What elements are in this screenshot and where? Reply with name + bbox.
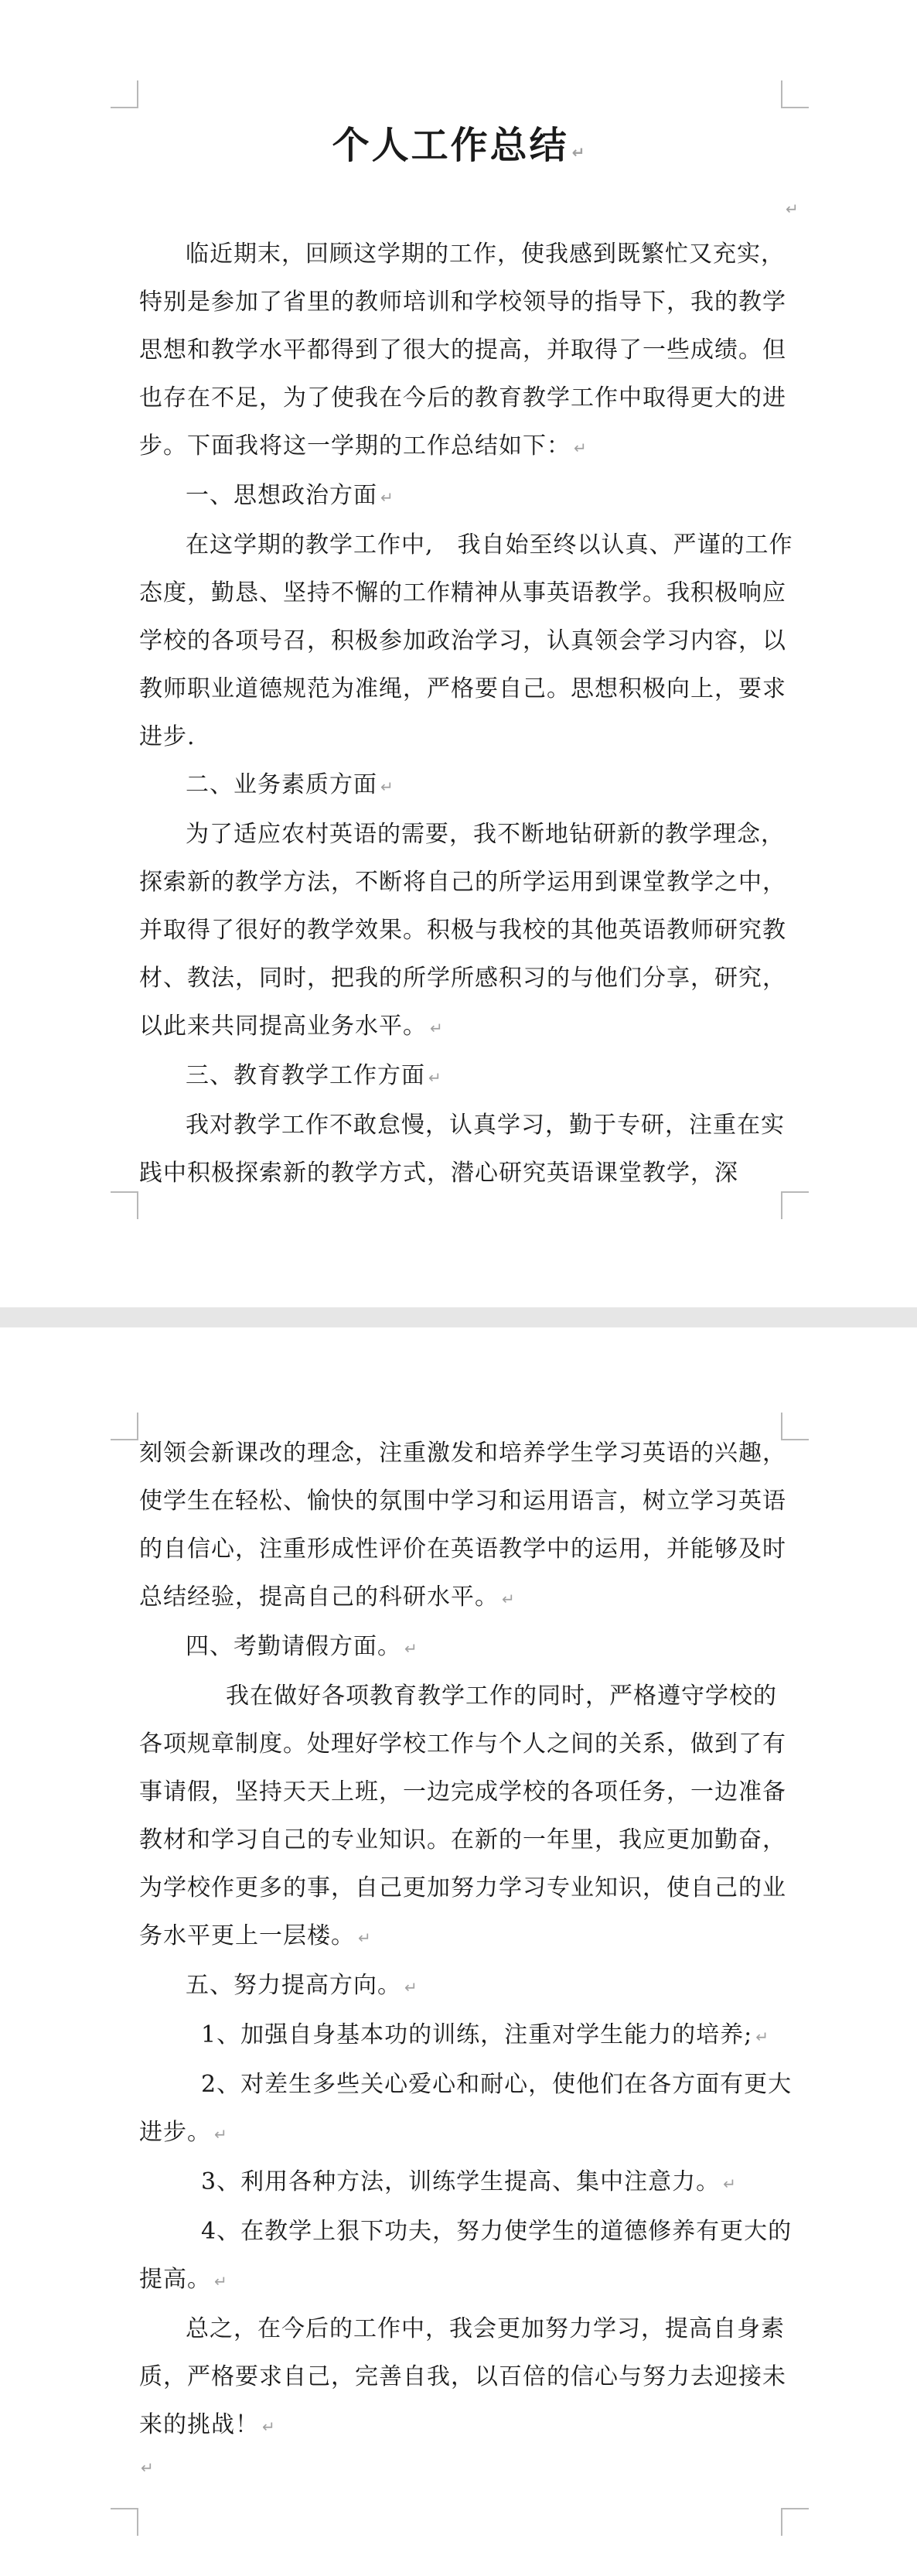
section-1-heading-text[interactable]: 一、思想政治方面 (186, 482, 377, 509)
section-4-paragraph[interactable] (139, 1672, 793, 1962)
crop-mark-top-left (111, 80, 138, 108)
paragraph-mark-icon: ↵ (404, 1978, 418, 1997)
list-item[interactable] (139, 2208, 793, 2305)
section-3-heading-text[interactable]: 三、教育教学工作方面 (186, 1062, 425, 1089)
section-heading-4[interactable] (139, 1623, 793, 1672)
document-title[interactable] (0, 114, 917, 183)
title-text[interactable]: 个人工作总结 (332, 124, 569, 167)
section-heading-1[interactable] (139, 472, 793, 521)
paragraph-mark-icon: ↵ (380, 488, 394, 507)
crop-mark-top-left (111, 1413, 138, 1440)
section-2-paragraph[interactable] (139, 811, 793, 1052)
section-3-text-continued[interactable]: 刻领会新课改的理念，注重激发和培养学生学习英语的兴趣，使学生在轻松、愉快的氛围中学习和运用语言，树立学习英语的自信心，注重形成性评价在英语教学中的运用，并能够及时总结经验，提高自己的科研水平。 (139, 1440, 786, 1611)
section-heading-5[interactable] (139, 1962, 793, 2011)
paragraph-mark-icon: ↵ (430, 1019, 443, 1037)
section-2-heading-text[interactable]: 二、业务素质方面 (186, 771, 377, 798)
list-item[interactable] (139, 2158, 793, 2208)
list-item-text[interactable]: 2、对差生多些关心爱心和耐心，使他们在各方面有更大进步。 (139, 2071, 793, 2146)
paragraph-mark-icon: ↵ (755, 2028, 769, 2046)
section-heading-2[interactable] (139, 761, 793, 811)
paragraph-mark-icon: ↵ (571, 143, 585, 162)
intro-paragraph[interactable] (139, 231, 793, 472)
crop-mark-top-right (781, 80, 809, 108)
section-4-text[interactable]: 我在做好各项教育教学工作的同时，严格遵守学校的各项规章制度。处理好学校工作与个人之间的关系，做到了有事请假，坚持天天上班，一边完成学校的各项任务，一边准备教材和学习自己的专业知识。在新的一年里，我应更加勤奋，为学校作更多的事，自己更加努力学习专业知识，使自己的业务水平更上一层楼。 (139, 1683, 786, 1949)
conclusion-text[interactable]: 总之，在今后的工作中，我会更加努力学习，提高自身素质，严格要求自己，完善自我，以百倍的信心与努力去迎接未来的挑战！ (139, 2315, 786, 2438)
page-2-body[interactable] (139, 1430, 793, 2451)
paragraph-mark-icon: ↵ (404, 1639, 418, 1658)
intro-text[interactable]: 临近期末，回顾这学期的工作，使我感到既繁忙又充实，特别是参加了省里的教师培训和学校领导的指导下，我的教学思想和教学水平都得到了很大的提高，并取得了一些成绩。但也存在不足，为了使我在今后的教育教学工作中取得更大的进步。下面我将这一学期的工作总结如下： (139, 241, 786, 460)
paragraph-mark-icon: ↵ (358, 1929, 371, 1947)
list-item[interactable] (139, 2061, 793, 2158)
conclusion-paragraph[interactable] (139, 2305, 793, 2451)
paragraph-mark-icon: ↵ (502, 1590, 515, 1608)
paragraph-mark-icon: ↵ (428, 1068, 441, 1087)
crop-mark-bottom-left (111, 2508, 138, 2536)
crop-mark-bottom-left (111, 1191, 138, 1219)
list-item[interactable] (139, 2011, 793, 2061)
paragraph-mark-icon: ↵ (214, 2125, 227, 2144)
section-4-heading-text[interactable]: 四、考勤请假方面。 (186, 1633, 401, 1660)
crop-mark-bottom-right (781, 2508, 809, 2536)
section-3-paragraph-continued[interactable] (139, 1430, 793, 1623)
paragraph-mark-icon: ↵ (380, 777, 394, 796)
list-item-text[interactable]: 1、加强自身基本功的训练，注重对学生能力的培养; (201, 2021, 753, 2048)
paragraph-mark-icon: ↵ (574, 439, 587, 457)
section-heading-3[interactable] (139, 1052, 793, 1102)
paragraph-mark-icon: ↵ (214, 2272, 227, 2291)
section-1-text[interactable]: 在这学期的教学工作中, 我自始至终以认真、严谨的工作态度，勤恳、坚持不懈的工作精神从事英语教学。我积极响应学校的各项号召，积极参加政治学习，认真领会学习内容，以教师职业道德规范为准绳，严格要自己。思想积极向上，要求进步. (139, 531, 793, 750)
document-page-2[interactable] (0, 1327, 917, 2576)
paragraph-mark-icon: ↵ (141, 2458, 154, 2477)
section-5-heading-text[interactable]: 五、努力提高方向。 (186, 1972, 401, 1999)
section-3-text-start[interactable]: 我对教学工作不敢怠慢，认真学习，勤于专研，注重在实践中积极探索新的教学方式，潜心研究英语课堂教学，深 (139, 1112, 785, 1187)
page-1-body[interactable] (139, 231, 793, 1197)
list-item-text[interactable]: 3、利用各种方法，训练学生提高、集中注意力。 (201, 2168, 721, 2195)
section-2-text[interactable]: 为了适应农村英语的需要，我不断地钻研新的教学理念，探索新的教学方法，不断将自己的所学运用到课堂教学之中，并取得了很好的教学效果。积极与我校的其他英语教师研究教材、教法，同时，把我的所学所感积习的与他们分享，研究，以此来共同提高业务水平。 (139, 821, 786, 1040)
paragraph-mark-icon: ↵ (262, 2417, 275, 2436)
paragraph-mark-icon: ↵ (786, 200, 799, 218)
list-item-text[interactable]: 4、在教学上狠下功夫，努力使学生的道德修养有更大的提高。 (139, 2218, 793, 2293)
paragraph-mark-icon: ↵ (723, 2175, 736, 2193)
section-1-paragraph[interactable] (139, 521, 793, 761)
section-3-paragraph-start[interactable] (139, 1102, 793, 1197)
